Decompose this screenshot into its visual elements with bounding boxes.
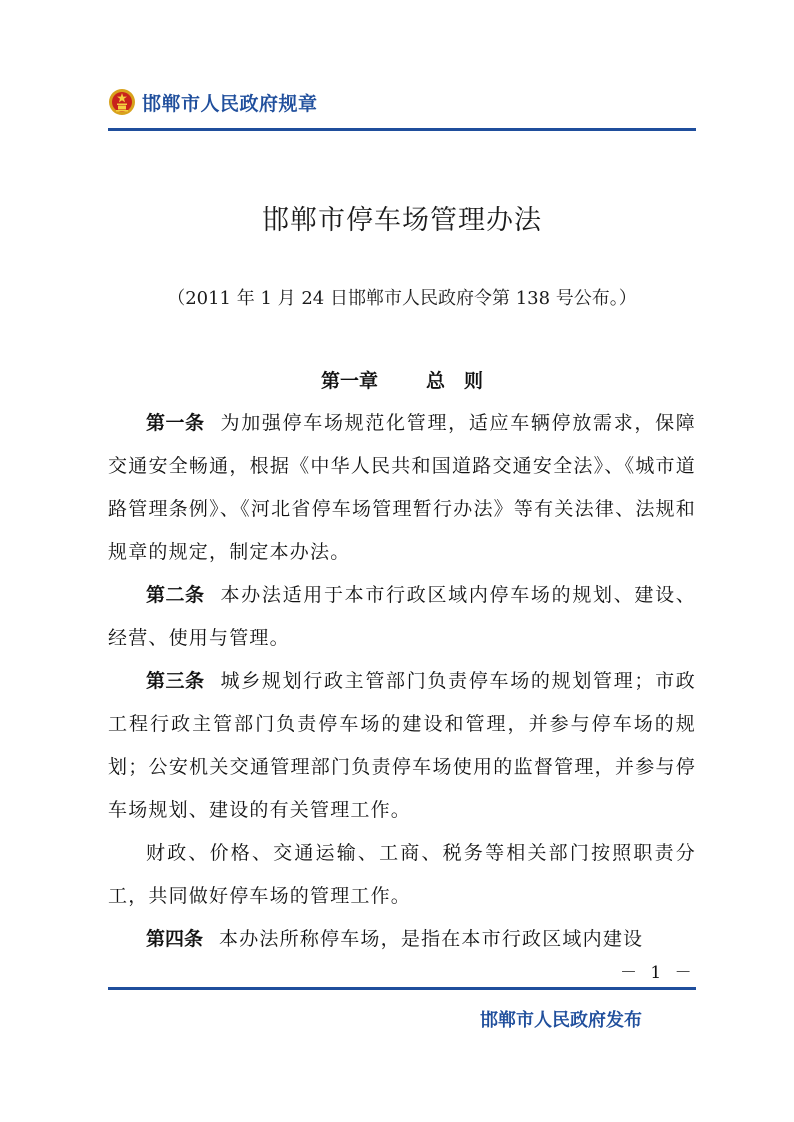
document-header [108, 86, 318, 118]
document-subtitle: （2011 年 1 月 24 日邯郸市人民政府令第 138 号公布。） [167, 288, 637, 309]
chapter-heading [108, 366, 696, 396]
footer-publisher: 邯郸市人民政府发布 [480, 1010, 642, 1031]
chapter-name: 总 则 [426, 370, 484, 392]
header-title: 邯郸市人民政府规章 [142, 92, 318, 115]
article-paragraph [108, 660, 696, 832]
article-paragraph [108, 402, 696, 574]
footer-divider [108, 987, 696, 990]
article-text: 财政、价格、交通运输、工商、税务等相关部门按照职责分工，共同做好停车场的管理工作。 [108, 842, 696, 907]
article-text: 为加强停车场规范化管理，适应车辆停放需求，保障交通安全畅通，根据《中华人民共和国道路交通安全法》、《城市道路管理条例》、《河北省停车场管理暂行办法》等有关法律、法规和规章的规定，制定本办法。 [108, 412, 696, 563]
article-paragraph [108, 574, 696, 660]
chapter-number: 第一章 [320, 370, 378, 392]
article-text: 本办法适用于本市行政区域内停车场的规划、建设、经营、使用与管理。 [108, 584, 696, 649]
article-text: 本办法所称停车场，是指在本市行政区域内建设 [219, 928, 644, 950]
header-divider [108, 128, 696, 131]
article-paragraph [108, 918, 696, 961]
article-number: 第二条 [146, 584, 205, 606]
page-number: － 1 － [620, 963, 696, 983]
article-text: 城乡规划行政主管部门负责停车场的规划管理；市政工程行政主管部门负责停车场的建设和管理，并参与停车场的规划；公安机关交通管理部门负责停车场使用的监督管理，并参与停车场规划、建设的有关管理工作。 [108, 670, 696, 821]
document-title: 邯郸市停车场管理办法 [262, 205, 542, 236]
article-number: 第三条 [146, 670, 205, 692]
document-body [108, 366, 696, 961]
article-number: 第一条 [146, 412, 205, 434]
article-paragraph [108, 832, 696, 918]
article-number: 第四条 [146, 928, 204, 950]
national-emblem-icon [108, 88, 136, 116]
